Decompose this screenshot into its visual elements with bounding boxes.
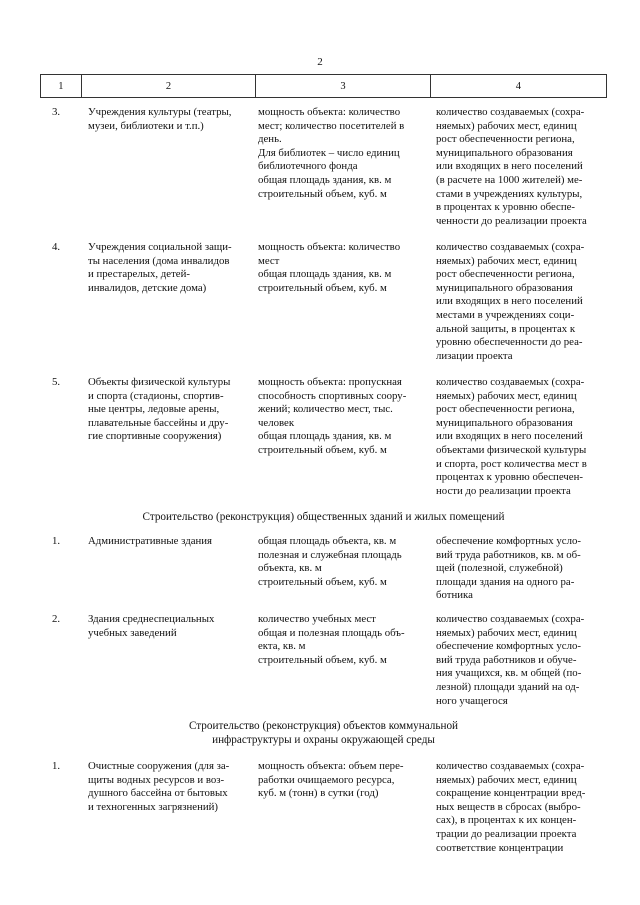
object-type-cell-line: Очистные сооружения (для за-	[88, 760, 230, 772]
indicator-cell-line: соответствие концентрации	[436, 841, 564, 854]
capacity-cell-line: мощность объекта: объем пере-	[258, 760, 404, 772]
capacity-cell-line: способность спортивных соору-	[258, 389, 407, 402]
capacity-cell-line: мощность объекта: количество	[258, 241, 401, 253]
indicator-cell-line: ния учащихся, кв. м общей (по-	[436, 667, 582, 680]
capacity-cell-line: строительный объем, куб. м	[258, 281, 387, 294]
object-type-cell-line: душного бассейна от бытовых	[88, 787, 228, 800]
indicator-cell-line: стами в учреждениях культуры,	[436, 187, 583, 200]
object-type-cell-line: и спорта (стадионы, спортив-	[88, 389, 224, 402]
indicator-cell	[432, 376, 607, 498]
section-heading	[40, 719, 607, 747]
object-type-cell-line: ты населения (дома инвалидов	[88, 254, 230, 267]
indicator-cell	[432, 760, 607, 855]
object-type-cell	[80, 106, 256, 228]
page-number: 2	[317, 56, 323, 68]
object-type-cell-line: Административные здания	[88, 535, 213, 547]
capacity-cell-line: жений; количество мест, тыс.	[258, 403, 393, 416]
object-type-cell	[80, 535, 256, 603]
capacity-cell	[256, 535, 432, 603]
capacity-cell-line: мощность объекта: количество	[258, 106, 401, 118]
section-heading	[40, 510, 607, 524]
indicator-cell-line: лезной) площади зданий на од-	[436, 680, 580, 693]
capacity-cell-line: полезная и служебная площадь	[258, 548, 402, 561]
indicator-cell	[432, 241, 607, 363]
indicator-cell-line: муниципального образования	[436, 416, 573, 429]
indicator-cell-line: рост обеспеченности региона,	[436, 268, 575, 281]
row-number: 3.	[52, 106, 61, 118]
table-header	[40, 74, 607, 98]
table-row	[40, 241, 607, 363]
table-row	[40, 535, 607, 603]
header-cell-1: 1	[58, 80, 64, 92]
indicator-cell-line: сокращение концентрации вред-	[436, 787, 586, 800]
indicator-cell-line: муниципального образования	[436, 146, 573, 159]
indicator-cell-line: или входящих в него поселений	[436, 295, 583, 308]
object-type-cell-line: Объекты физической культуры	[88, 376, 231, 388]
object-type-cell-line: и престарелых, детей-	[88, 268, 190, 281]
table-row	[40, 613, 607, 708]
capacity-cell-line: строительный объем, куб. м	[258, 575, 387, 588]
indicator-cell-line: трации до реализации проекта	[436, 827, 577, 840]
indicator-cell-line: ботника	[436, 589, 473, 602]
indicator-cell	[432, 106, 607, 228]
indicator-cell-line: муниципального образования	[436, 281, 573, 294]
table-row	[40, 106, 607, 228]
indicator-cell-line: обеспечение комфортных усло-	[436, 640, 581, 653]
header-cell-4: 4	[430, 75, 606, 97]
capacity-cell-line: человек	[258, 416, 295, 429]
header-cell-3: 3	[255, 75, 429, 97]
object-type-cell-line: инвалидов, детские дома)	[88, 281, 207, 294]
row-number: 1.	[52, 535, 61, 547]
indicator-cell-line: ности до реализации проекта	[436, 484, 571, 497]
capacity-cell-line: мощность объекта: пропускная	[258, 376, 402, 388]
object-type-cell	[80, 613, 256, 708]
indicator-cell-line: ченности до реализации проекта	[436, 214, 587, 227]
capacity-cell-line: день.	[258, 133, 282, 146]
capacity-cell-line: библиотечного фонда	[258, 160, 358, 173]
capacity-cell-line: объекта, кв. м	[258, 562, 322, 575]
object-type-cell-line: музеи, библиотеки и т.п.)	[88, 119, 204, 132]
indicator-cell-line: (в расчете на 1000 жителей) ме-	[436, 173, 583, 186]
indicator-cell-line: или входящих в него поселений	[436, 430, 583, 443]
capacity-cell-line: общая площадь объекта, кв. м	[258, 535, 397, 547]
capacity-cell-line: общая площадь здания, кв. м	[258, 430, 392, 443]
indicator-cell-line: рост обеспеченности региона,	[436, 403, 575, 416]
row-number: 5.	[52, 376, 61, 388]
indicator-cell-line: объектами физической культуры	[436, 443, 587, 456]
object-type-cell	[80, 760, 256, 855]
indicator-cell-line: количество создаваемых (сохра-	[436, 106, 585, 118]
object-type-cell	[80, 241, 256, 363]
table-row	[40, 376, 607, 498]
section-heading-line: Строительство (реконструкция) общественных зданий и жилых помещений	[142, 511, 505, 523]
capacity-cell-line: мест	[258, 254, 280, 267]
capacity-cell-line: работки очищаемого ресурса,	[258, 773, 395, 786]
indicator-cell-line: щей (полезной, служебной)	[436, 562, 563, 575]
capacity-cell-line: куб. м (тонн) в сутки (год)	[258, 787, 379, 800]
object-type-cell-line: гие спортивные сооружения)	[88, 430, 222, 443]
capacity-cell-line: строительный объем, куб. м	[258, 187, 387, 200]
object-type-cell-line: плавательные бассейны и дру-	[88, 416, 229, 429]
indicator-cell-line: и спорта, рост количества мест в	[436, 457, 587, 470]
indicator-cell	[432, 535, 607, 603]
indicator-cell-line: вий труда работников и обуче-	[436, 653, 577, 666]
object-type-cell-line: и техногенных загрязнений)	[88, 800, 219, 813]
indicator-cell-line: площади здания на одного ра-	[436, 575, 575, 588]
indicator-cell-line: няемых) рабочих мест, единиц	[436, 626, 577, 639]
capacity-cell-line: строительный объем, куб. м	[258, 443, 387, 456]
indicator-cell-line: обеспечение комфортных усло-	[436, 535, 581, 547]
indicator-cell-line: количество создаваемых (сохра-	[436, 613, 585, 625]
indicator-cell-line: количество создаваемых (сохра-	[436, 760, 585, 772]
object-type-cell-line: Здания среднеспециальных	[88, 613, 215, 625]
capacity-cell-line: количество учебных мест	[258, 613, 376, 625]
header-cell-2: 2	[81, 75, 255, 97]
section-heading-line: Строительство (реконструкция) объектов коммунальной	[188, 720, 459, 732]
indicator-cell	[432, 613, 607, 708]
capacity-cell	[256, 613, 432, 708]
indicator-cell-line: местами в учреждениях соци-	[436, 308, 575, 321]
indicator-cell-line: сах), в процентах к их концен-	[436, 814, 577, 827]
capacity-cell	[256, 760, 432, 855]
object-type-cell	[80, 376, 256, 498]
object-type-cell-line: Учреждения социальной защи-	[88, 241, 232, 253]
capacity-cell-line: мест; количество посетителей в	[258, 119, 405, 132]
indicator-cell-line: вий труда работников, кв. м об-	[436, 548, 581, 561]
indicator-cell-line: в процентах к уровню обеспе-	[436, 201, 576, 214]
indicator-cell-line: количество создаваемых (сохра-	[436, 376, 585, 388]
indicator-cell-line: или входящих в него поселений	[436, 160, 583, 173]
row-number: 2.	[52, 613, 61, 625]
capacity-cell-line: общая и полезная площадь объ-	[258, 626, 405, 639]
capacity-cell-line: общая площадь здания, кв. м	[258, 173, 392, 186]
indicator-cell-line: няемых) рабочих мест, единиц	[436, 389, 577, 402]
object-type-cell-line: учебных заведений	[88, 626, 177, 639]
capacity-cell	[256, 241, 432, 363]
indicator-cell-line: рост обеспеченности региона,	[436, 133, 575, 146]
indicator-cell-line: лизации проекта	[436, 349, 513, 362]
indicator-cell-line: альной защиты, в процентах к	[436, 322, 576, 335]
capacity-cell-line: строительный объем, куб. м	[258, 653, 387, 666]
capacity-cell	[256, 376, 432, 498]
indicator-cell-line: няемых) рабочих мест, единиц	[436, 773, 577, 786]
object-type-cell-line: ные центры, ледовые арены,	[88, 403, 220, 416]
indicator-cell-line: количество создаваемых (сохра-	[436, 241, 585, 253]
capacity-cell-line: общая площадь здания, кв. м	[258, 268, 392, 281]
indicator-cell-line: ных веществ в сбросах (выбро-	[436, 800, 581, 813]
indicator-cell-line: ного учащегося	[436, 694, 508, 707]
capacity-cell-line: екта, кв. м	[258, 640, 306, 653]
capacity-cell-line: Для библиотек – число единиц	[258, 146, 400, 159]
row-number: 1.	[52, 760, 61, 772]
row-number: 4.	[52, 241, 61, 253]
object-type-cell-line: щиты водных ресурсов и воз-	[88, 773, 225, 786]
section-heading-line: инфраструктуры и охраны окружающей среды	[212, 734, 435, 746]
indicator-cell-line: няемых) рабочих мест, единиц	[436, 254, 577, 267]
table-row	[40, 760, 607, 855]
indicator-cell-line: уровню обеспеченности до реа-	[436, 336, 583, 349]
indicator-cell-line: няемых) рабочих мест, единиц	[436, 119, 577, 132]
object-type-cell-line: Учреждения культуры (театры,	[88, 106, 232, 118]
capacity-cell	[256, 106, 432, 228]
indicator-cell-line: процентах к уровню обеспечен-	[436, 471, 583, 484]
